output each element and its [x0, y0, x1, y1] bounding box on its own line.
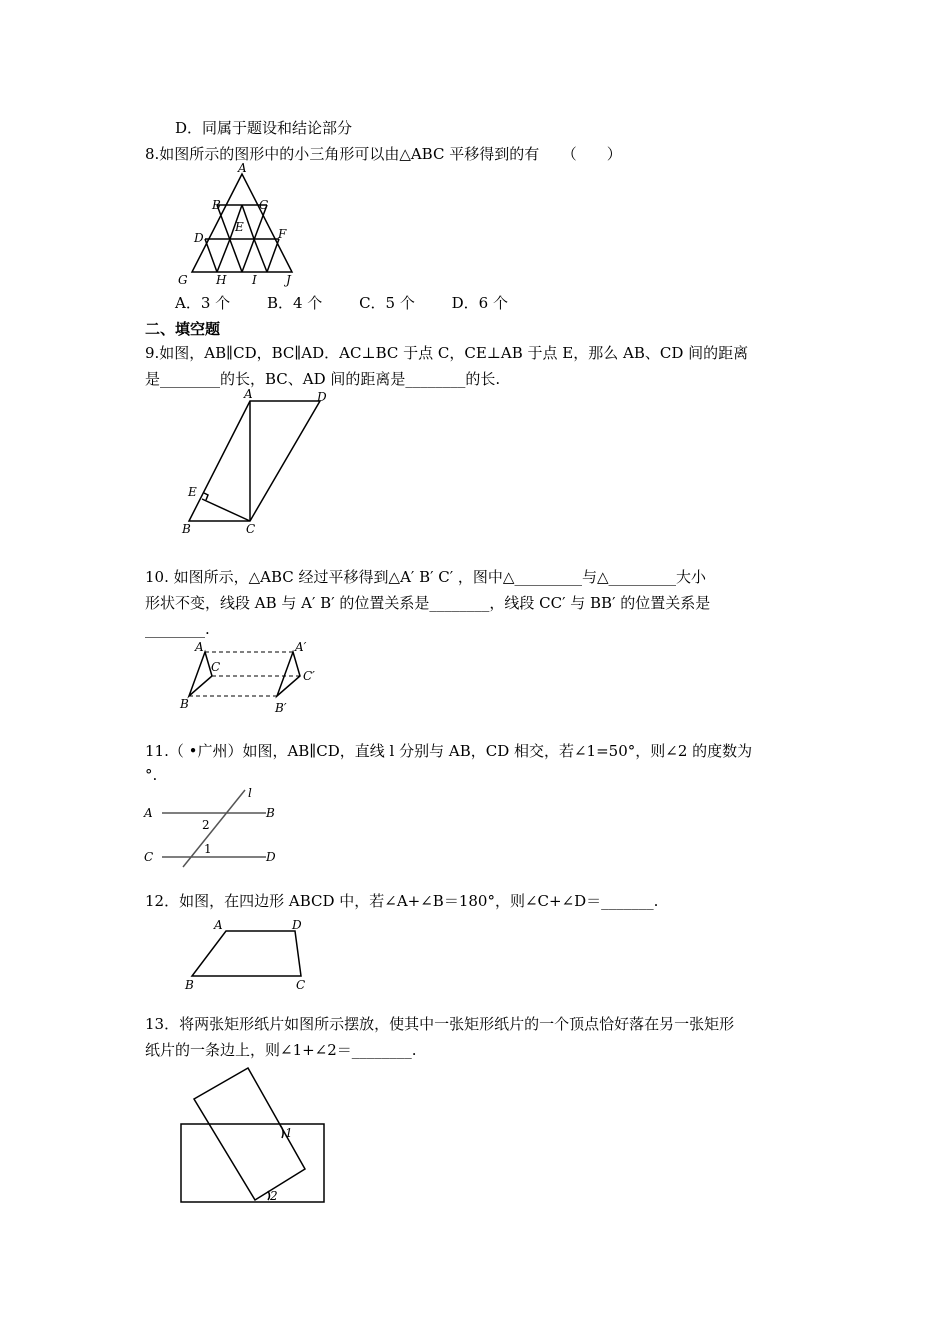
q11-label-b: B: [266, 806, 275, 820]
q11-label-a: A: [144, 806, 153, 820]
q12-label-c: C: [296, 978, 306, 992]
q12-line-1: 12．如图，在四边形 ABCD 中，若∠A+∠B＝180°，则∠C+∠D＝_______.: [145, 892, 659, 910]
q11-label-c: C: [144, 850, 154, 864]
q12-label-b: B: [185, 978, 194, 992]
q10-label-c-prime: C′: [303, 669, 315, 683]
q8-stem: 8.如图所示的图形中的小三角形可以由△ABC 平移得到的有 （ ）: [145, 145, 622, 163]
q12-label-a: A: [214, 918, 223, 932]
q8-label-a: A: [238, 161, 247, 175]
q12-quadrilateral-figure: [180, 912, 330, 992]
q7-option-d: D．同属于题设和结论部分: [175, 119, 353, 137]
q9-line-2: 是________的长，BC、AD 间的距离是________的长.: [145, 370, 501, 388]
q9-label-b: B: [182, 522, 191, 536]
q8-label-b: B: [212, 198, 221, 212]
q9-line-1: 9.如图，AB∥CD，BC∥AD．AC⊥BC 于点 C，CE⊥AB 于点 E，那么 AB、CD 间的距离: [145, 344, 749, 362]
q10-label-a-prime: A′: [295, 640, 307, 654]
q8-label-e: E: [235, 220, 244, 234]
q10-label-c: C: [211, 660, 221, 674]
q8-option-b: B．4 个: [266, 294, 323, 312]
q13-line-2: 纸片的一条边上，则∠1+∠2＝________.: [145, 1041, 417, 1059]
q11-label-l: l: [248, 786, 252, 800]
q11-parallel-lines-figure: [140, 785, 300, 870]
q10-translation-figure: [175, 638, 335, 718]
q9-parallelogram-figure: [180, 388, 340, 538]
q13-angle-2: 2: [270, 1189, 278, 1203]
q12-label-d: D: [292, 918, 302, 932]
q8-triangle-grid-figure: [170, 162, 310, 288]
q11-line-1: 11.（ •广州）如图，AB∥CD，直线 l 分别与 AB，CD 相交，若∠1=50°，则∠2 的度数为: [145, 742, 753, 760]
q13-rectangles-figure: [175, 1060, 335, 1210]
q9-label-d: D: [317, 390, 327, 404]
q8-label-d: D: [194, 231, 204, 245]
q8-label-c: C: [259, 198, 269, 212]
q13-line-1: 13．将两张矩形纸片如图所示摆放，使其中一张矩形纸片的一个顶点恰好落在另一张矩形: [145, 1015, 735, 1033]
q9-label-a: A: [244, 387, 253, 401]
q8-option-c: C．5 个: [359, 294, 415, 312]
section-title: 二、填空题: [145, 320, 221, 338]
q11-angle-1: 1: [204, 842, 212, 856]
q8-options: [175, 293, 540, 313]
q9-label-e: E: [188, 485, 197, 499]
q10-label-b-prime: B′: [275, 701, 287, 715]
q8-label-j: J: [286, 273, 291, 287]
q10-line-2: 形状不变，线段 AB 与 A′ B′ 的位置关系是________，线段 CC′ 与 BB′ 的位置关系是: [145, 594, 711, 612]
q10-label-b: B: [180, 697, 189, 711]
q9-label-c: C: [246, 522, 256, 536]
q8-label-f: F: [278, 227, 287, 241]
q11-angle-2: 2: [202, 818, 210, 832]
q11-line-2: °.: [145, 766, 158, 784]
q8-option-d: D．6 个: [451, 294, 508, 312]
q11-label-d: D: [266, 850, 276, 864]
q8-label-g: G: [178, 273, 188, 287]
q10-label-a: A: [195, 640, 204, 654]
q8-label-i: I: [252, 273, 257, 287]
q8-option-a: A．3 个: [175, 294, 231, 312]
q13-angle-1: 1: [285, 1126, 293, 1140]
q10-line-1: 10. 如图所示，△ABC 经过平移得到△A′ B′ C′ ，图中△_________与△_________大小: [145, 568, 707, 586]
q10-line-3: ________.: [145, 620, 210, 638]
q8-label-h: H: [216, 273, 227, 287]
